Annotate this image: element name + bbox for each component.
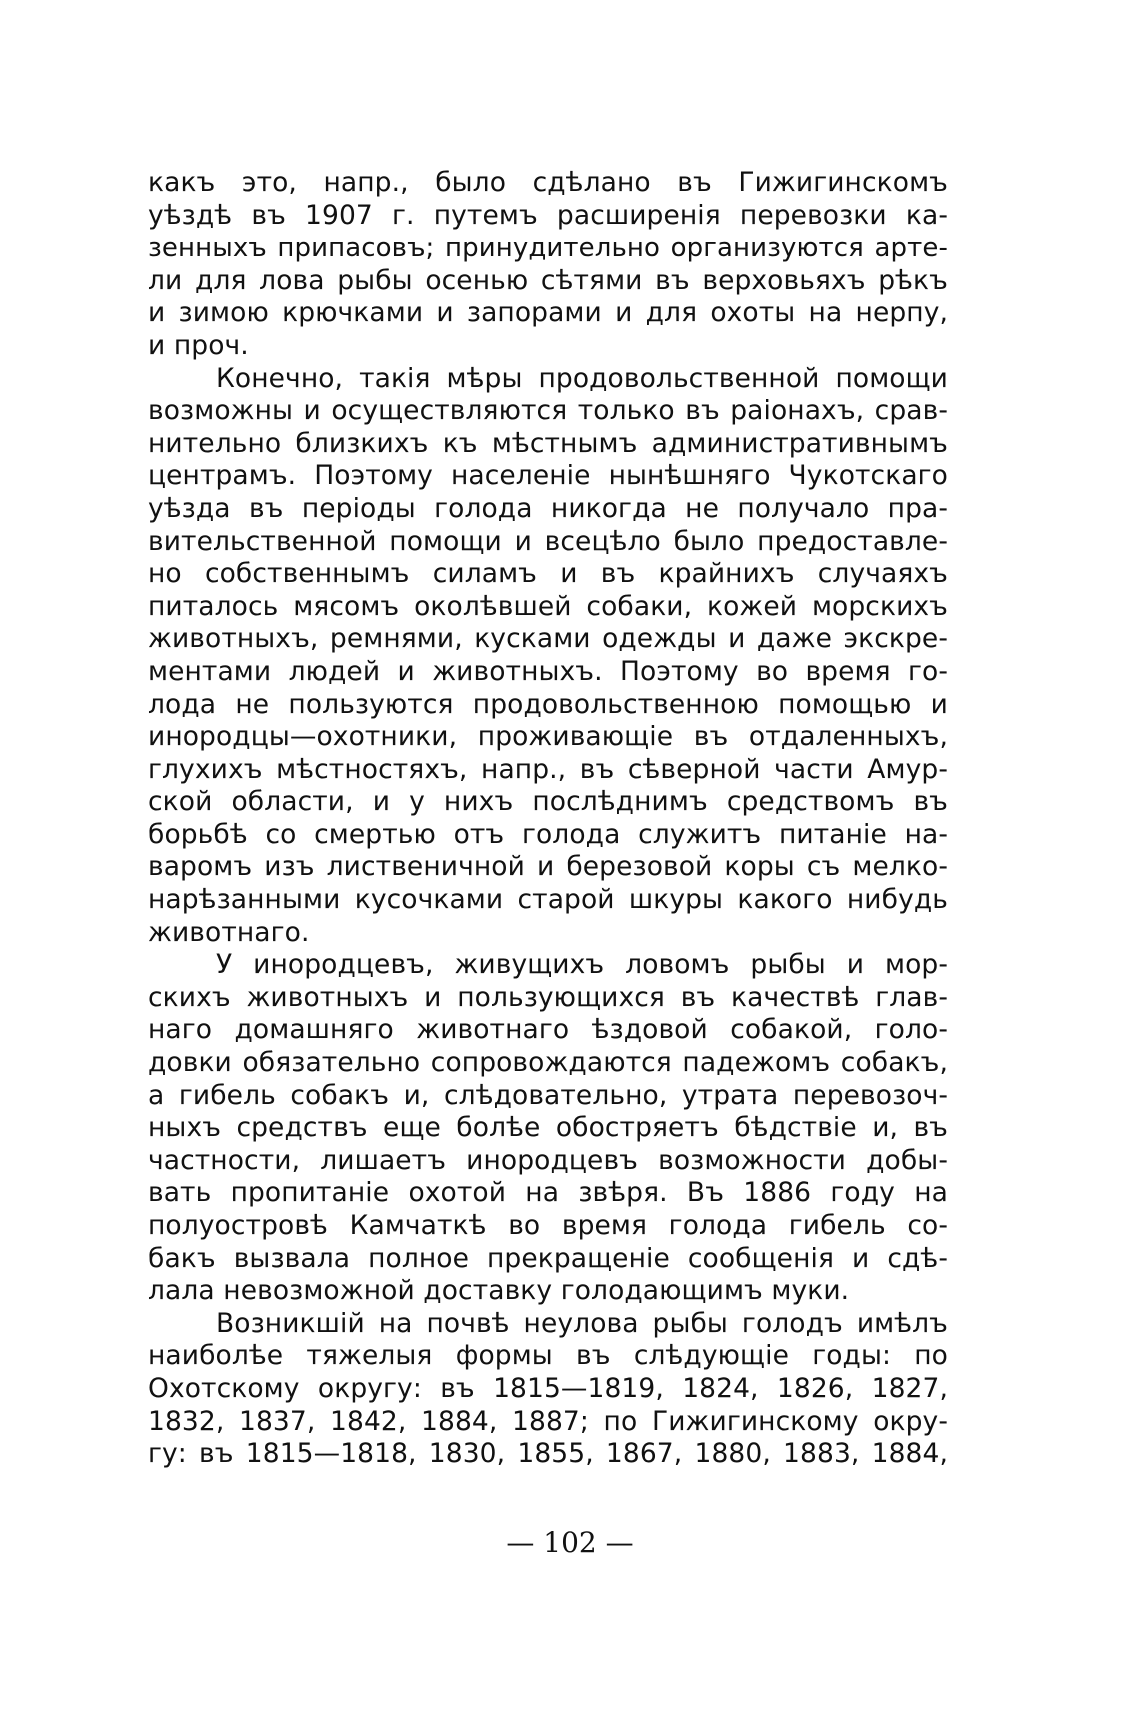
text-line: и зимою крючками и запорами и для охоты на нерпу, [148, 297, 948, 329]
text-line: нительно близкихъ къ мѣстнымъ административнымъ [148, 427, 948, 459]
text-line: но собственнымъ силамъ и въ крайнихъ случаяхъ [148, 558, 948, 590]
text-line: варомъ изъ лиственичной и березовой коры съ мелко- [148, 851, 948, 883]
text-line: инородцы—охотники, проживающіе въ отдаленныхъ, [148, 721, 948, 753]
text-line: вать пропитаніе охотой на звѣря. Въ 1886 году на [148, 1177, 948, 1209]
text-line: гу: въ 1815—1818, 1830, 1855, 1867, 1880, 1883, 1884, [148, 1438, 948, 1470]
text-line: зенныхъ припасовъ; принудительно организуются арте- [148, 233, 948, 264]
text-line: 1832, 1837, 1842, 1884, 1887; по Гижигинскому окру- [148, 1405, 948, 1437]
text-line: ской области, и у нихъ послѣднимъ средствомъ въ [148, 786, 948, 818]
text-line: животныхъ, ремнями, кусками одежды и даже экскре- [148, 623, 948, 655]
text-line: вительственной помощи и всецѣло было предоставле- [148, 525, 948, 557]
text-line: ли для лова рыбы осенью сѣтями въ верховьяхъ рѣкъ [148, 264, 948, 296]
text-line: полуостровѣ Камчаткѣ во время голода гибель со- [148, 1210, 948, 1241]
text-line: борьбѣ со смертью отъ голода служитъ питаніе на- [148, 818, 948, 850]
text-line: скихъ животныхъ и пользующихся въ качествѣ глав- [148, 981, 948, 1013]
text-line: бакъ вызвала полное прекращеніе сообщенія и сдѣ- [148, 1242, 948, 1274]
text-line: Возникшій на почвѣ неулова рыбы голодъ имѣлъ [216, 1307, 948, 1339]
text-line: наиболѣе тяжелыя формы въ слѣдующіе годы: по [148, 1340, 948, 1372]
text-line: наго домашняго животнаго ѣздовой собакой, голо- [148, 1014, 948, 1046]
text-line: лода не пользуются продовольственною помощью и [148, 688, 948, 720]
text-line: Конечно, такія мѣры продовольственной помощи [216, 362, 948, 394]
page-number: — 102 — [506, 1526, 634, 1559]
text-line: питалось мясомъ околѣвшей собаки, кожей морскихъ [148, 590, 948, 622]
text-line: частности, лишаетъ инородцевъ возможности добы- [148, 1144, 948, 1176]
text-line: довки обязательно сопровождаются падежомъ собакъ, [148, 1047, 948, 1079]
text-line: ментами людей и животныхъ. Поэтому во время го- [148, 655, 948, 687]
text-line: глухихъ мѣстностяхъ, напр., въ сѣверной части Амур- [148, 753, 948, 785]
text-line: а гибель собакъ и, слѣдовательно, утрата перевозоч- [148, 1079, 948, 1111]
text-line: нарѣзанными кусочками старой шкуры какого нибудь [148, 884, 948, 916]
text-line: лала невозможной доставку голодающимъ муки. [148, 1275, 850, 1307]
text-line: уѣзда въ періоды голода никогда не получало пра- [148, 492, 948, 524]
text-line: какъ это, напр., было сдѣлано въ Гижигинскомъ [148, 167, 948, 198]
text-line: У инородцевъ, живущихъ ловомъ рыбы и мор- [216, 949, 948, 981]
text-line: ныхъ средствъ еще болѣе обостряетъ бѣдствіе и, въ [148, 1112, 948, 1144]
text-line: центрамъ. Поэтому населеніе нынѣшняго Чукотскаго [148, 460, 948, 492]
text-line: Охотскому округу: въ 1815—1819, 1824, 1826, 1827, [148, 1372, 948, 1404]
text-line: животнаго. [148, 916, 310, 948]
text-line: уѣздѣ въ 1907 г. путемъ расширенія перевозки ка- [148, 199, 948, 231]
body-text [148, 167, 948, 1471]
text-line: возможны и осуществляются только въ раіонахъ, срав- [148, 395, 948, 427]
text-line: и проч. [148, 329, 249, 361]
